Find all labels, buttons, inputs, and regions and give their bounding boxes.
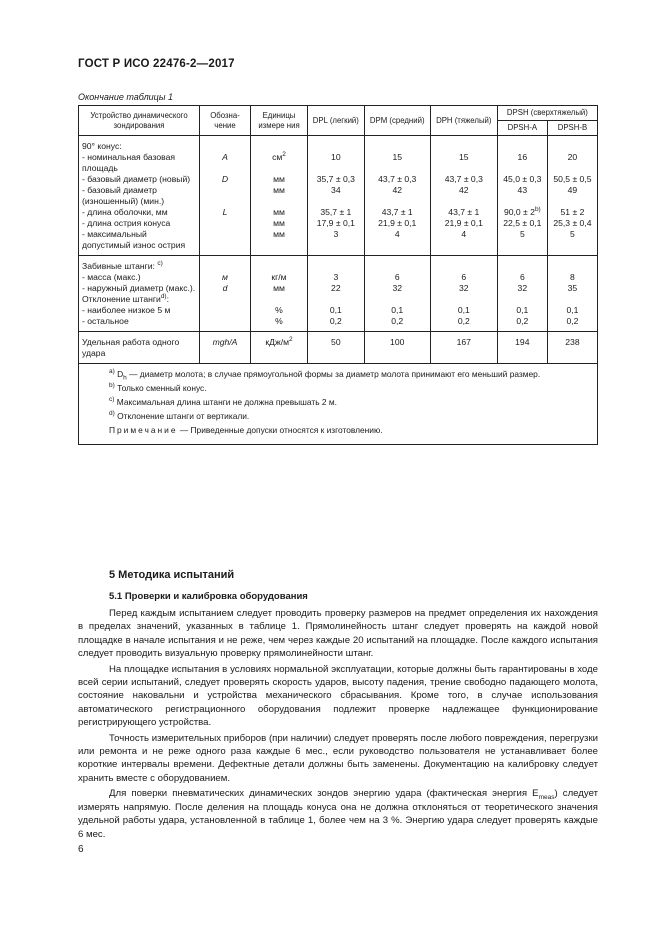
row-value — [430, 294, 497, 305]
col-dph: DPH (тяжелый) — [430, 106, 497, 136]
row-value: 10 — [308, 152, 365, 174]
row-symbol — [200, 229, 251, 256]
table-header-row — [79, 106, 598, 121]
footnote-a: $^{a)}$ $D_h$ — диаметр молота; в случае прямоугольной формы за диаметр молота принимают его меньший размер. — [109, 368, 541, 382]
table-notes — [79, 364, 598, 445]
col-dpsh-a: DPSH-A — [497, 121, 547, 136]
paragraph-4: Для поверки пневматических динамических зондов энергию удара (фактическая энергия $E_{meas}$) следует измерять напрямую. После деления на площадь конуса она не должна отклоняться от теоретического значения удельной работы удара, установленной в таблице 1, более чем на 3 %. Энергию удара следует проверять каждые 6 мес. — [78, 788, 598, 840]
row-value: 6 — [364, 272, 430, 283]
row-value — [497, 136, 547, 153]
spec-table — [78, 105, 598, 445]
row-value: 21,9 ± 0,1 — [364, 218, 430, 229]
row-value: 0,1 — [497, 305, 547, 316]
row-value — [547, 256, 597, 273]
row-value: 35 — [547, 283, 597, 294]
row-label: - максимальный допустимый износ острия — [79, 229, 200, 256]
row-unit: $см^2$ — [251, 152, 308, 174]
table-row — [79, 174, 598, 185]
table-row — [79, 272, 598, 283]
table-caption: Окончание таблицы 1 — [78, 92, 173, 102]
row-value: $90,0 \pm 2^{b)}$ — [497, 207, 547, 218]
row-label: - базовый диаметр (новый) — [79, 174, 200, 185]
row-unit: % — [251, 305, 308, 316]
row-symbol — [200, 305, 251, 316]
row-symbol: D — [200, 174, 251, 185]
col-dpsh: DPSH (сверхтяжелый) — [497, 106, 597, 121]
row-value: 8 — [547, 272, 597, 283]
row-value: 42 — [430, 185, 497, 207]
row-value — [497, 256, 547, 273]
row-value — [308, 256, 365, 273]
row-value — [497, 294, 547, 305]
row-value: 167 — [430, 332, 497, 364]
footnote-b: $^{b)}$ Только сменный конус. — [109, 382, 207, 393]
row-value — [430, 256, 497, 273]
row-value: 17,9 ± 0,1 — [308, 218, 365, 229]
document-header: ГОСТ Р ИСО 22476-2—2017 — [78, 58, 235, 70]
row-value — [364, 294, 430, 305]
subsection-title: 5.1 Проверки и калибровка оборудования — [109, 591, 308, 602]
row-label: - наиболее низкое 5 м — [79, 305, 200, 316]
row-value: 0,2 — [497, 316, 547, 332]
table-row — [79, 229, 598, 256]
row-value: 238 — [547, 332, 597, 364]
table-row — [79, 332, 598, 364]
row-value: 50,5 ± 0,5 — [547, 174, 597, 185]
col-symbol: Обозна- чение — [200, 106, 251, 136]
row-unit: % — [251, 316, 308, 332]
row-value: 15 — [430, 152, 497, 174]
row-value: 15 — [364, 152, 430, 174]
footnote-d: $^{d)}$ Отклонение штанги от вертикали. — [109, 410, 250, 421]
row-value: 43,7 ± 0,3 — [430, 174, 497, 185]
col-units: Единицы измере ния — [251, 106, 308, 136]
table-row — [79, 152, 598, 174]
row-value: 3 — [308, 272, 365, 283]
row-value: 0,2 — [364, 316, 430, 332]
paragraph-3: Точность измерительных приборов (при наличии) следует проверять после любого повреждения, перегрузки или ремонта и не реже одного раза каждые 6 мес., если руководство пользователя не устанавливает более короткие интервалы времени. Дефектные детали должны быть заменены. Документацию на калибровку следует хранить вместе с оборудованием. — [78, 732, 598, 784]
row-label: - масса (макс.) — [79, 272, 200, 283]
row-label: - остальное — [79, 316, 200, 332]
row-label: - номинальная базовая площадь — [79, 152, 200, 174]
row-value — [547, 136, 597, 153]
row-unit: мм — [251, 229, 308, 256]
row-unit: мм — [251, 185, 308, 207]
row-unit: мм — [251, 174, 308, 185]
row-value: 51 ± 2 — [547, 207, 597, 218]
row-symbol: L — [200, 207, 251, 218]
col-dpl: DPL (легкий) — [308, 106, 365, 136]
table-row — [79, 316, 598, 332]
row-value: 22,5 ± 0,1 — [497, 218, 547, 229]
col-dpsh-b: DPSH-B — [547, 121, 597, 136]
row-value: 5 — [497, 229, 547, 256]
row-unit — [251, 136, 308, 153]
row-label: Забивные штанги: $^{c)}$ — [79, 256, 200, 273]
row-label: Удельная работа одного удара — [79, 332, 200, 364]
row-value: 0,1 — [430, 305, 497, 316]
row-label: - базовый диаметр (изношенный) (мин.) — [79, 185, 200, 207]
section-body — [78, 607, 598, 843]
row-symbol: A — [200, 152, 251, 174]
row-value — [308, 136, 365, 153]
row-unit: мм — [251, 207, 308, 218]
row-value: 22 — [308, 283, 365, 294]
row-symbol: м — [200, 272, 251, 283]
footnote-c: $^{c)}$ Максимальная длина штанги не должна превышать 2 м. — [109, 396, 337, 407]
row-value: 3 — [308, 229, 365, 256]
row-label: Отклонение штанги$^{d)}$: — [79, 294, 200, 305]
row-symbol: mgh/A — [200, 332, 251, 364]
row-unit: мм — [251, 283, 308, 294]
row-unit — [251, 294, 308, 305]
row-label: 90° конус: — [79, 136, 200, 153]
row-value: 21,9 ± 0,1 — [430, 218, 497, 229]
table-row — [79, 256, 598, 273]
row-unit: мм — [251, 218, 308, 229]
table-row — [79, 218, 598, 229]
row-unit: кг/м — [251, 272, 308, 283]
row-value: 0,2 — [430, 316, 497, 332]
row-symbol — [200, 256, 251, 273]
col-dpm: DPM (средний) — [364, 106, 430, 136]
table-row — [79, 283, 598, 294]
row-value: 34 — [308, 185, 365, 207]
row-value — [308, 294, 365, 305]
row-unit — [251, 256, 308, 273]
row-value: 32 — [430, 283, 497, 294]
row-value: 16 — [497, 152, 547, 174]
row-value: 5 — [547, 229, 597, 256]
page-number: 6 — [78, 844, 84, 855]
row-value: 35,7 ± 0,3 — [308, 174, 365, 185]
paragraph-2: На площадке испытания в условиях нормальной эксплуатации, которые должны быть гарантированы в ходе всей серии испытаний, следует проверять скорость ударов, высоту падения, трение свободно падающего молота, состояние наковальни и устройства механического сбрасывания. Кроме того, в случае использования автоматического регистрационного оборудования подлежит проверке надлежащее функционирование регистрирующего устройства. — [78, 663, 598, 729]
row-symbol — [200, 218, 251, 229]
row-value: 32 — [364, 283, 430, 294]
footnote-a-text: — диаметр молота; в случае прямоугольной формы за диаметр молота принимают его меньший размер. — [126, 369, 541, 379]
row-value: 6 — [497, 272, 547, 283]
row-value: 194 — [497, 332, 547, 364]
row-value: 4 — [364, 229, 430, 256]
row-value: 0,1 — [308, 305, 365, 316]
row-label: - длина острия конуса — [79, 218, 200, 229]
paragraph-1: Перед каждым испытанием следует проводить проверку размеров на предмет определения их нахождения в пределах значений, указанных в таблице 1. Прямолинейность штанг следует проверять на каждой новой площадке в начале испытания и не реже, чем через каждые 20 испытаний на площадке. После каждого испытания следует проводить визуальную проверку прямолинейности штанг. — [78, 608, 598, 660]
table-notes-row — [79, 364, 598, 445]
row-value: 50 — [308, 332, 365, 364]
row-value: 35,7 ± 1 — [308, 207, 365, 218]
row-symbol — [200, 316, 251, 332]
row-symbol: d — [200, 283, 251, 294]
row-value: 0,1 — [364, 305, 430, 316]
row-value: 0,2 — [308, 316, 365, 332]
table-row — [79, 294, 598, 305]
row-value: 6 — [430, 272, 497, 283]
row-value: 0,2 — [547, 316, 597, 332]
row-value: 49 — [547, 185, 597, 207]
row-symbol — [200, 185, 251, 207]
table-row — [79, 185, 598, 207]
table-note: Примечание — Приведенные допуски относятся к изготовлению. — [109, 425, 383, 435]
row-value: 0,1 — [547, 305, 597, 316]
row-value: 43,7 ± 1 — [364, 207, 430, 218]
row-value: 100 — [364, 332, 430, 364]
row-value — [364, 136, 430, 153]
row-value — [364, 256, 430, 273]
section-title: 5 Методика испытаний — [109, 569, 235, 581]
row-value: 43 — [497, 185, 547, 207]
row-value: 43,7 ± 0,3 — [364, 174, 430, 185]
row-symbol — [200, 136, 251, 153]
row-value: 43,7 ± 1 — [430, 207, 497, 218]
row-value: 25,3 ± 0,4 — [547, 218, 597, 229]
row-value: 42 — [364, 185, 430, 207]
row-label: - длина оболочки, мм — [79, 207, 200, 218]
row-symbol — [200, 294, 251, 305]
row-value — [547, 294, 597, 305]
row-value: 45,0 ± 0,3 — [497, 174, 547, 185]
table-row — [79, 305, 598, 316]
table-row — [79, 207, 598, 218]
col-device: Устройство динамического зондирования — [79, 106, 200, 136]
table-row — [79, 136, 598, 153]
row-value: 20 — [547, 152, 597, 174]
row-label: - наружный диаметр (макс.). — [79, 283, 200, 294]
row-value: 32 — [497, 283, 547, 294]
row-value: 4 — [430, 229, 497, 256]
row-value — [430, 136, 497, 153]
row-unit: кДж/$м^2$ — [251, 332, 308, 364]
